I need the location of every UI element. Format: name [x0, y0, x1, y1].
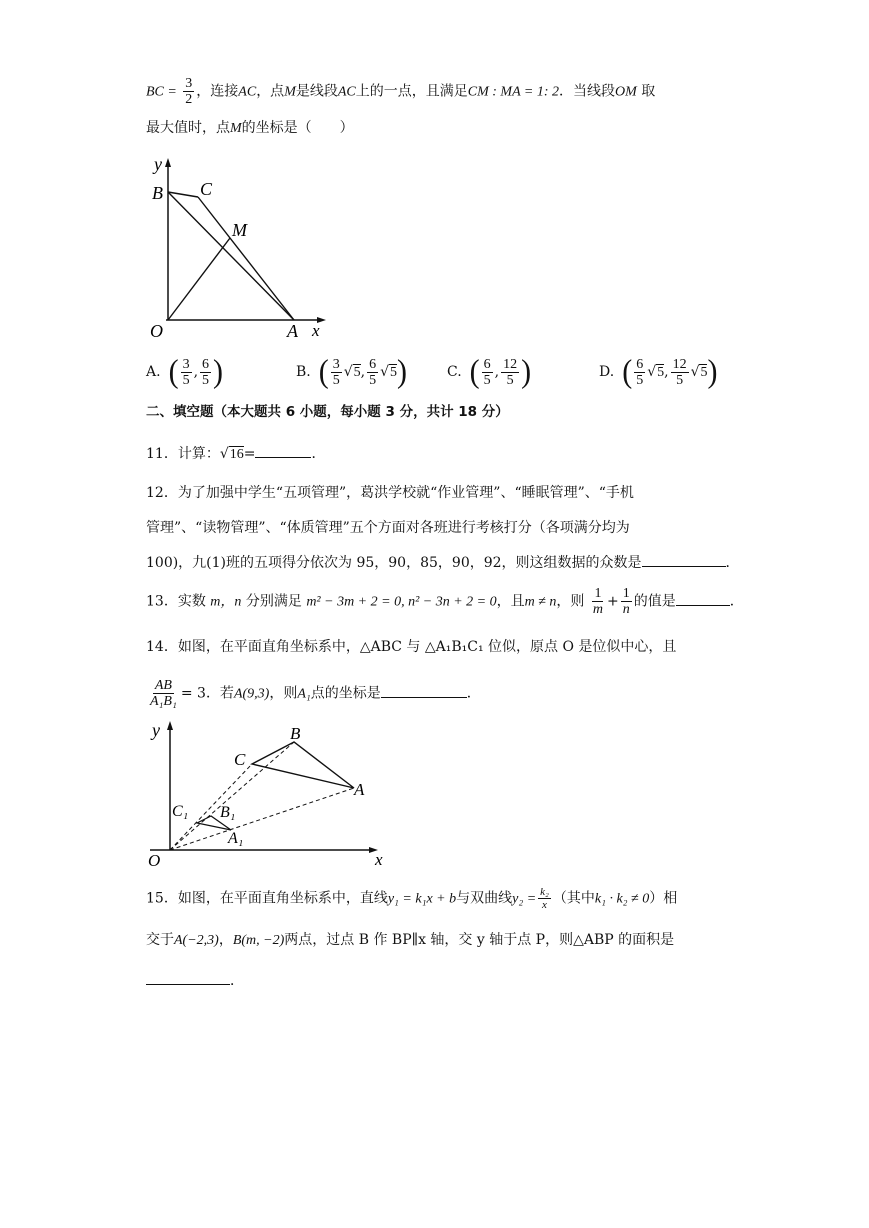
- question-14-line1: 14．如图，在平面直角坐标系中，△ABC 与 △A₁B₁C₁ 位似，原点 O 是位似中心，且: [146, 639, 677, 655]
- answer-blank[interactable]: [642, 552, 726, 567]
- segment-ba: [168, 192, 294, 320]
- label-c: C: [234, 750, 246, 769]
- question-11: 11．计算：√16= ．: [146, 443, 325, 465]
- label-y: y: [154, 156, 162, 174]
- question-15-line1: 15．如图，在平面直角坐标系中，直线y₁ = k₁x + b与双曲线y₂ = $\frac{\text{k₂}}{x}$ （其中k₁ · k₂ ≠ 0）相: [146, 886, 678, 911]
- q14-figure: [146, 716, 396, 868]
- label-c: C: [200, 179, 213, 199]
- segment-om: [168, 238, 230, 320]
- question-12-line2: 管理”、“读物管理”、“体质管理”五个方面对各班进行考核打分（各项满分均为: [146, 520, 630, 536]
- option-d[interactable]: D. ( $\frac{6}{5}$ √ 5 , $\frac{12}{5}$ √ 5 ): [599, 353, 718, 390]
- answer-blank[interactable]: [146, 970, 230, 985]
- label-c1: C₁: [172, 803, 189, 820]
- q10-line1: BC = $\frac{3}{2}$ ，连接AC，点M是线段AC上的一点，且满足CM : MA = 1: 2．当线段OM 取: [146, 76, 656, 107]
- y-axis-arrow: [167, 721, 173, 730]
- answer-blank[interactable]: [255, 443, 311, 458]
- dashed-oa: [170, 788, 354, 850]
- question-15-line2: 交于A(−2,3)，B(m, −2)两点，过点 B 作 BP∥x 轴，交 y 轴于点 P，则△ABP 的面积是: [146, 932, 675, 948]
- label-o: O: [148, 851, 161, 868]
- label-b: B: [152, 183, 163, 203]
- question-14-line2: $\frac{AB}{\text{A₁B₁}}$ = 3．若A(9,3)，则A₁点的坐标是 ．: [150, 678, 481, 709]
- label-x: x: [312, 321, 320, 340]
- option-a[interactable]: A. ( $\frac{3}{5}$ , $\frac{6}{5}$ ): [146, 353, 224, 390]
- answer-blank[interactable]: [676, 591, 730, 606]
- label-o: O: [150, 321, 163, 341]
- ratio: CM : MA = 1: 2: [467, 84, 559, 100]
- question-12-line3: 100)，九(1)班的五项得分依次为 95，90，85，90，92，则这组数据的众数是 ．: [146, 552, 740, 573]
- q10-line2: 最大值时，点M的坐标是（ ）: [146, 120, 354, 136]
- segment-ca: [198, 197, 294, 320]
- question-15-line3: ．: [146, 970, 244, 991]
- section-heading: 二、填空题（本大题共 6 小题，每小题 3 分，共计 18 分）: [146, 404, 509, 420]
- question-13: 13．实数 m，n 分别满足 m² − 3m + 2 = 0, n² − 3n + 2 = 0，且m ≠ n，则 $\frac{1}{m}$ + $\frac{1}{n}$ 的值是 ．: [146, 586, 744, 617]
- label-b: B: [290, 724, 301, 743]
- bc-fraction: $\frac{3}{2}$: [185, 76, 193, 107]
- label-a: A: [287, 321, 298, 341]
- bc-lhs: BC =: [146, 84, 177, 100]
- option-c[interactable]: C. ( $\frac{6}{5}$ , $\frac{12}{5}$ ): [447, 353, 532, 390]
- q10-figure: [146, 156, 336, 342]
- label-x: x: [375, 850, 383, 868]
- label-b1: B₁: [220, 804, 236, 821]
- answer-blank[interactable]: [381, 683, 467, 698]
- question-12-line1: 12．为了加强中学生“五项管理”，葛洪学校就“作业管理”、“睡眠管理”、“手机: [146, 485, 634, 501]
- label-m: M: [232, 220, 247, 240]
- y-axis-arrow: [165, 158, 171, 167]
- label-a: A: [354, 780, 365, 799]
- option-b[interactable]: B. ( $\frac{3}{5}$ √ 5 , $\frac{6}{5}$ √ 5 ): [296, 353, 408, 390]
- label-y: y: [152, 720, 160, 740]
- label-a1: A₁: [228, 830, 244, 847]
